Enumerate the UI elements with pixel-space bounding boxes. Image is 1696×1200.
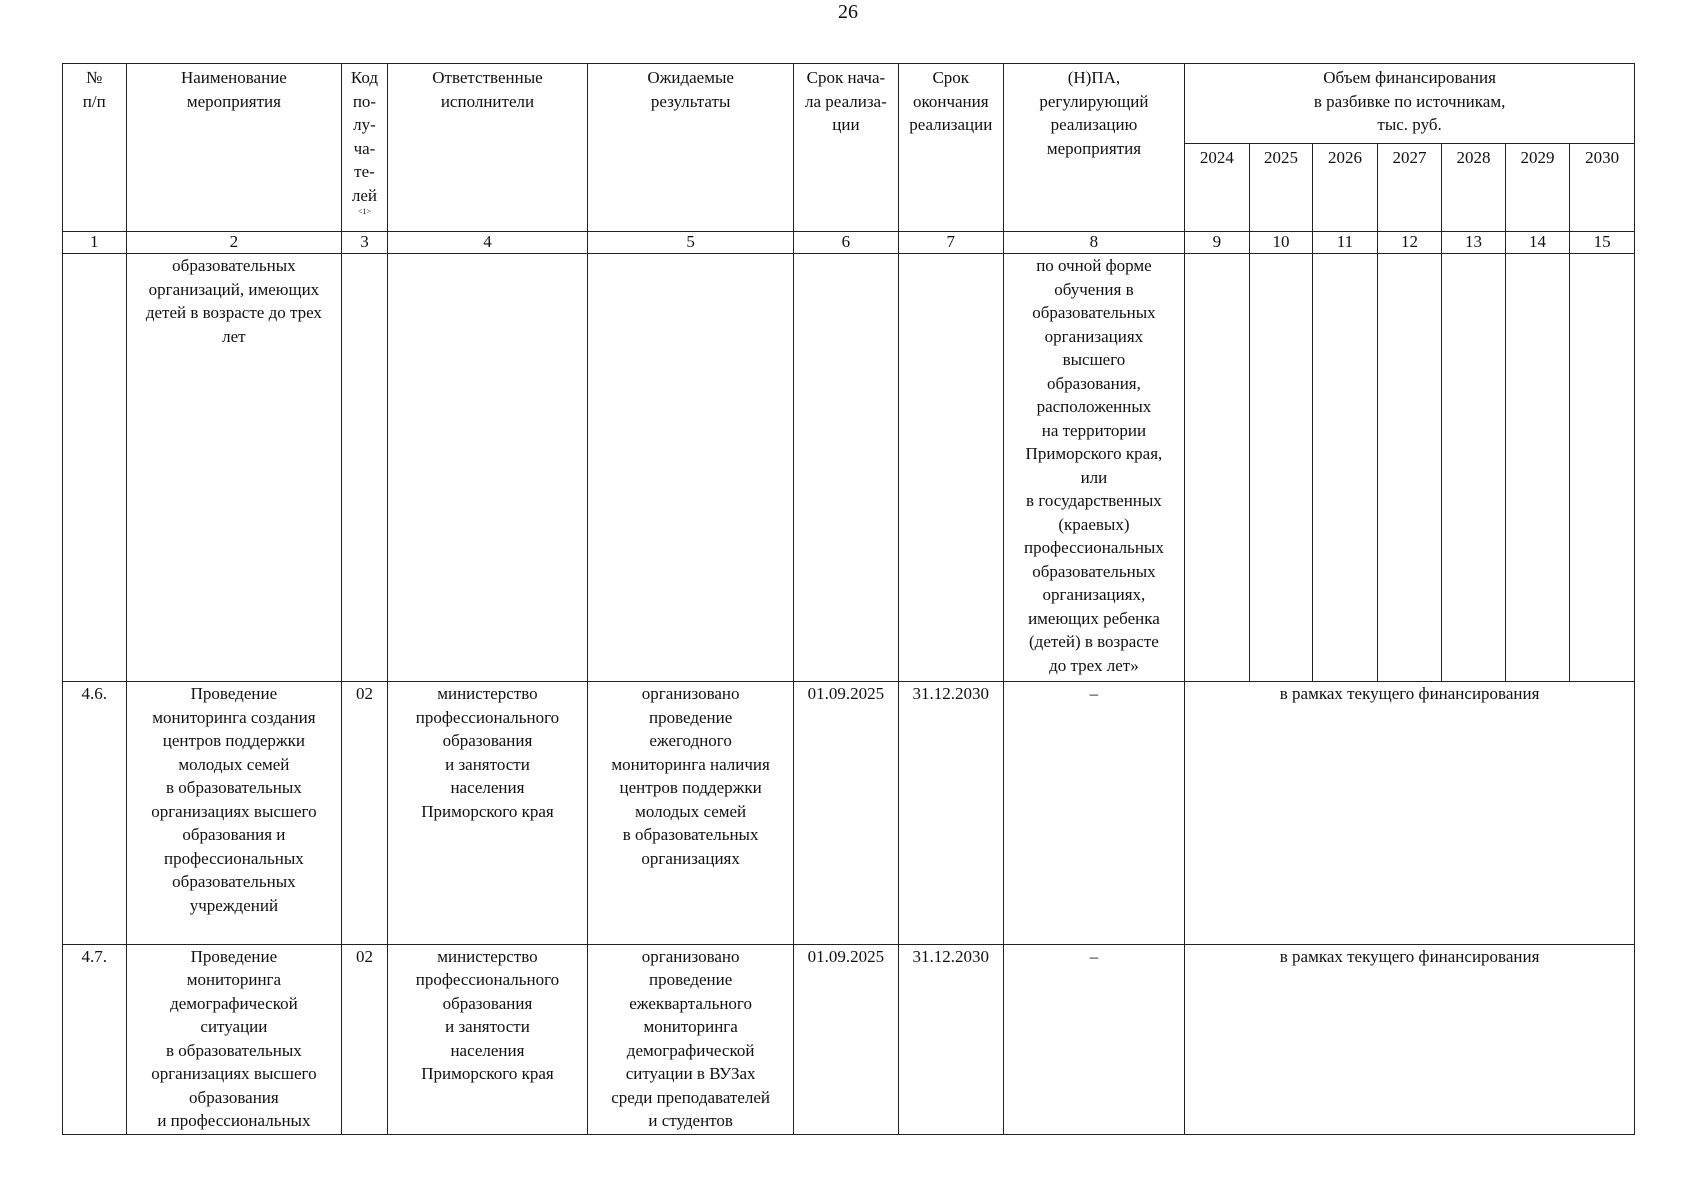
header-code	[342, 64, 387, 232]
row-funding-2024	[1185, 254, 1250, 682]
header-name: Наименование мероприятия	[126, 64, 342, 232]
row-code: 02	[342, 944, 387, 1134]
column-number: 6	[793, 232, 898, 254]
row-funding: в рамках текущего финансирования	[1185, 682, 1635, 944]
row-results: организовано проведение ежегодного мониторинга наличия центров поддержки молодых семей в образовательных организациях	[588, 682, 794, 944]
column-number: 15	[1570, 232, 1635, 254]
row-name: образовательных организаций, имеющих детей в возрасте до трех лет	[126, 254, 342, 682]
column-number: 1	[63, 232, 127, 254]
row-start: 01.09.2025	[793, 682, 898, 944]
row-name: Проведение мониторинга демографической ситуации в образовательных организациях высшего образования и профессиональных	[126, 944, 342, 1134]
year-2030: 2030	[1570, 144, 1635, 232]
row-funding-2028	[1442, 254, 1506, 682]
row-funding-2030	[1570, 254, 1635, 682]
column-number: 5	[588, 232, 794, 254]
column-number: 8	[1003, 232, 1184, 254]
column-number: 9	[1185, 232, 1250, 254]
page-number: 26	[838, 1, 858, 23]
year-2028: 2028	[1442, 144, 1506, 232]
column-number: 7	[898, 232, 1003, 254]
header-funding: Объем финансирования в разбивке по источникам, тыс. руб.	[1185, 64, 1635, 144]
header-results: Ожидаемые результаты	[588, 64, 794, 232]
column-number: 4	[387, 232, 588, 254]
header-end: Срок окончания реализации	[898, 64, 1003, 232]
row-funding-2029	[1505, 254, 1570, 682]
header-executors: Ответственные исполнители	[387, 64, 588, 232]
row-no	[63, 254, 127, 682]
row-code	[342, 254, 387, 682]
row-no: 4.7.	[63, 944, 127, 1134]
row-executors: министерство профессионального образования и занятости населения Приморского края	[387, 944, 588, 1134]
column-number: 2	[126, 232, 342, 254]
row-results: организовано проведение ежеквартального мониторинга демографической ситуации в ВУЗах среди преподавателей и студентов	[588, 944, 794, 1134]
row-funding-2025	[1249, 254, 1313, 682]
column-number: 10	[1249, 232, 1313, 254]
table-row	[63, 682, 1635, 944]
row-name: Проведение мониторинга создания центров поддержки молодых семей в образовательных организациях высшего образования и профессиональных образовательных учреждений	[126, 682, 342, 944]
row-npa: по очной форме обучения в образовательных организациях высшего образования, расположенных на территории Приморского края, или в государственных (краевых) профессиональных образовательных организациях, имеющих ребенка (детей) в возрасте до трех лет»	[1003, 254, 1184, 682]
year-2027: 2027	[1377, 144, 1442, 232]
column-number: 3	[342, 232, 387, 254]
year-2026: 2026	[1313, 144, 1378, 232]
row-end: 31.12.2030	[898, 682, 1003, 944]
table-row	[63, 944, 1635, 1134]
row-executors: министерство профессионального образования и занятости населения Приморского края	[387, 682, 588, 944]
row-start	[793, 254, 898, 682]
year-2025: 2025	[1249, 144, 1313, 232]
row-funding-2027	[1377, 254, 1442, 682]
column-number: 14	[1505, 232, 1570, 254]
header-code-footnote: <1>	[357, 207, 371, 216]
row-start: 01.09.2025	[793, 944, 898, 1134]
row-npa: –	[1003, 944, 1184, 1134]
column-number-row	[63, 232, 1635, 254]
column-number: 11	[1313, 232, 1378, 254]
header-start: Срок нача- ла реализа- ции	[793, 64, 898, 232]
table-row	[63, 254, 1635, 682]
header-code-label: Код по- лу- ча- те- лей	[350, 68, 379, 205]
row-executors	[387, 254, 588, 682]
header-npa: (Н)ПА, регулирующий реализацию мероприятия	[1003, 64, 1184, 232]
row-code: 02	[342, 682, 387, 944]
row-funding: в рамках текущего финансирования	[1185, 944, 1635, 1134]
year-2024: 2024	[1185, 144, 1250, 232]
column-number: 12	[1377, 232, 1442, 254]
column-number: 13	[1442, 232, 1506, 254]
action-plan-table	[62, 63, 1635, 1135]
row-end: 31.12.2030	[898, 944, 1003, 1134]
row-end	[898, 254, 1003, 682]
header-row	[63, 64, 1635, 144]
row-no: 4.6.	[63, 682, 127, 944]
row-npa: –	[1003, 682, 1184, 944]
row-funding-2026	[1313, 254, 1378, 682]
header-no: № п/п	[63, 64, 127, 232]
row-results	[588, 254, 794, 682]
year-2029: 2029	[1505, 144, 1570, 232]
